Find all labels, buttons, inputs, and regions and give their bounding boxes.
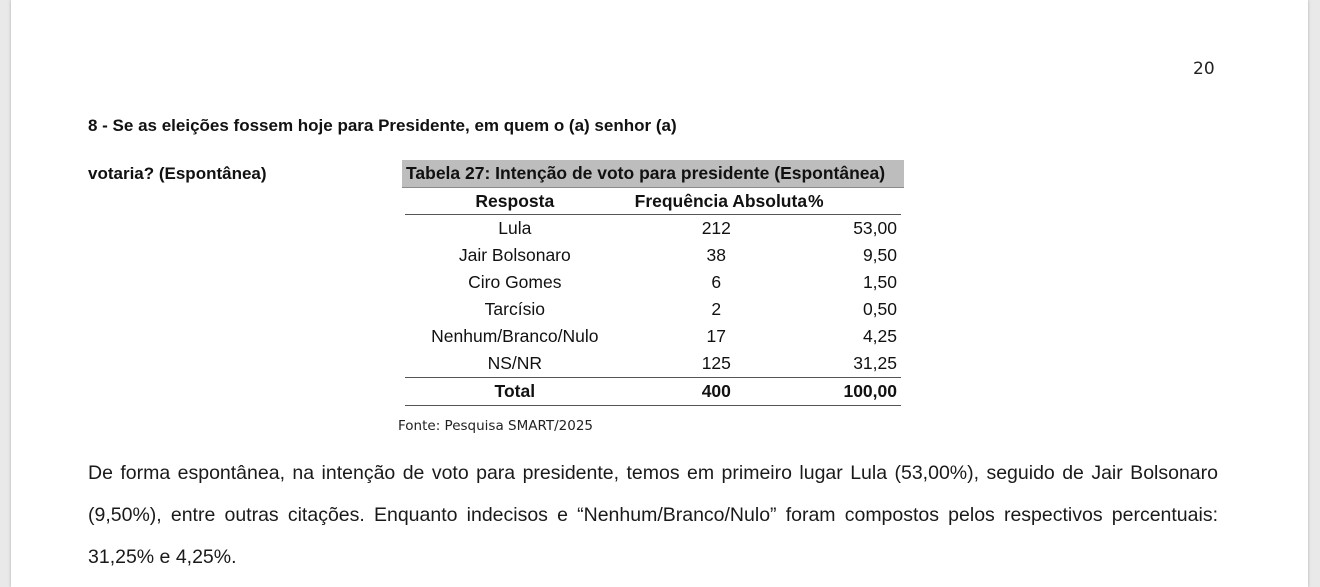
question-heading-line1: 8 - Se as eleições fossem hoje para Presidente, em quem o (a) senhor (a) <box>88 116 677 135</box>
table-row <box>405 242 901 269</box>
table-header-row <box>405 188 901 215</box>
analysis-paragraph: De forma espontânea, na intenção de voto para presidente, temos em primeiro lugar Lula (53,00%), seguido de Jair Bolsonaro (9,50%), entre outras citações. Enquanto indecisos e “Nenhum/Branco/Nulo” foram compostos pelos respectivos percentuais: 31,25% e 4,25%. <box>88 462 1218 568</box>
cell-response: Nenhum/Branco/Nulo <box>431 326 599 346</box>
cell-percent: 1,50 <box>862 272 897 292</box>
table-row <box>405 323 901 350</box>
total-label: Total <box>405 378 625 406</box>
cell-frequency: 2 <box>711 299 722 319</box>
vote-intention-table <box>405 188 901 406</box>
table-row <box>405 269 901 296</box>
cell-frequency: 6 <box>711 272 722 292</box>
table-row <box>405 350 901 378</box>
cell-percent: 53,00 <box>853 218 897 238</box>
table-total-row <box>405 378 901 406</box>
table-row <box>405 215 901 243</box>
question-heading-line2: votaria? (Espontânea) <box>88 164 267 183</box>
cell-response: Tarcísio <box>484 299 545 319</box>
cell-percent: 9,50 <box>862 245 897 265</box>
cell-frequency: 38 <box>706 245 727 265</box>
header-frequency: Frequência Absoluta <box>625 188 808 215</box>
header-response: Resposta <box>405 188 625 215</box>
table-caption: Tabela 27: Intenção de voto para presidente (Espontânea) <box>406 163 886 183</box>
cell-frequency: 17 <box>706 326 727 346</box>
cell-frequency: 212 <box>701 218 731 238</box>
header-percent: % <box>808 188 901 215</box>
cell-frequency: 125 <box>701 353 731 373</box>
cell-percent: 0,50 <box>862 299 897 319</box>
document-page <box>11 0 1308 587</box>
table-source: Fonte: Pesquisa SMART/2025 <box>398 418 594 434</box>
cell-percent: 4,25 <box>862 326 897 346</box>
page-number: 20 <box>1193 59 1215 79</box>
table-row <box>405 296 901 323</box>
total-frequency: 400 <box>625 378 808 406</box>
cell-percent: 31,25 <box>853 353 897 373</box>
cell-response: NS/NR <box>487 353 543 373</box>
total-percent: 100,00 <box>808 378 901 406</box>
cell-response: Lula <box>498 218 532 238</box>
cell-response: Ciro Gomes <box>468 272 562 292</box>
cell-response: Jair Bolsonaro <box>458 245 571 265</box>
